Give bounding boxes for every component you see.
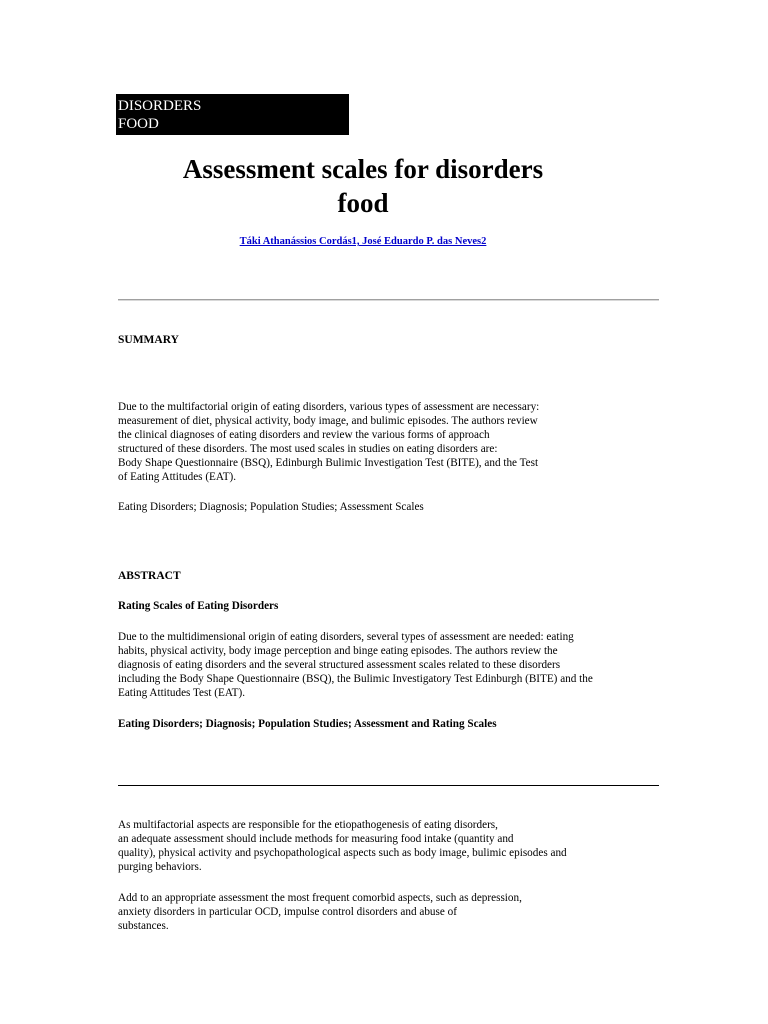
- page-title: [118, 152, 608, 220]
- abstract-subtitle: Rating Scales of Eating Disorders: [118, 600, 279, 612]
- summary-line: the clinical diagnoses of eating disorders and review the various forms of approach: [118, 428, 490, 441]
- title-line2: food: [337, 188, 389, 218]
- section-tag-line2: FOOD: [118, 116, 159, 132]
- intro-paragraph-1: [118, 819, 663, 875]
- intro-paragraph-2: [118, 892, 663, 934]
- summary-line: of Eating Attitudes (EAT).: [118, 470, 237, 483]
- intro-line: quality), physical activity and psychopathological aspects such as body image, bulimic episodes and: [118, 846, 567, 859]
- intro-line: Add to an appropriate assessment the most frequent comorbid aspects, such as depression,: [118, 892, 522, 904]
- intro-line: purging behaviors.: [118, 860, 202, 873]
- summary-line: Body Shape Questionnaire (BSQ), Edinburgh Bulimic Investigation Test (BITE), and the Test: [118, 456, 539, 469]
- summary-keywords: Eating Disorders; Diagnosis; Population Studies; Assessment Scales: [118, 501, 424, 513]
- divider-bottom: [118, 785, 659, 786]
- title-line1: Assessment scales for disorders: [182, 154, 544, 184]
- abstract-line: Eating Attitudes Test (EAT).: [118, 686, 246, 699]
- summary-line: Due to the multifactorial origin of eating disorders, various types of assessment are necessary:: [118, 401, 540, 413]
- intro-line: an adequate assessment should include methods for measuring food intake (quantity and: [118, 832, 514, 845]
- authors: [118, 236, 608, 248]
- summary-line: measurement of diet, physical activity, body image, and bulimic episodes. The authors review: [118, 414, 538, 427]
- summary-body: [118, 401, 663, 484]
- intro-line: substances.: [118, 919, 169, 932]
- abstract-heading: ABSTRACT: [118, 570, 181, 582]
- divider-top: [118, 299, 659, 301]
- abstract-line: diagnosis of eating disorders and the several structured assessment scales related to these disorders: [118, 658, 561, 671]
- summary-line: structured of these disorders. The most used scales in studies on eating disorders are:: [118, 442, 498, 455]
- intro-line: anxiety disorders in particular OCD, impulse control disorders and abuse of: [118, 905, 457, 918]
- abstract-line: Due to the multidimensional origin of eating disorders, several types of assessment are needed: eating: [118, 631, 574, 643]
- abstract-line: including the Body Shape Questionnaire (BSQ), the Bulimic Investigatory Test Edinburgh (BITE) and the: [118, 672, 593, 685]
- summary-heading: SUMMARY: [118, 334, 179, 346]
- abstract-keywords: Eating Disorders; Diagnosis; Population Studies; Assessment and Rating Scales: [118, 718, 497, 730]
- section-tag: [116, 94, 349, 135]
- intro-line: As multifactorial aspects are responsible for the etiopathogenesis of eating disorders,: [118, 819, 498, 831]
- abstract-line: habits, physical activity, body image perception and binge eating episodes. The authors review the: [118, 644, 558, 657]
- authors-link[interactable]: Táki Athanássios Cordás1, José Eduardo P. das Neves2: [239, 236, 487, 247]
- section-tag-line1: DISORDERS: [118, 98, 202, 114]
- abstract-body: [118, 631, 663, 701]
